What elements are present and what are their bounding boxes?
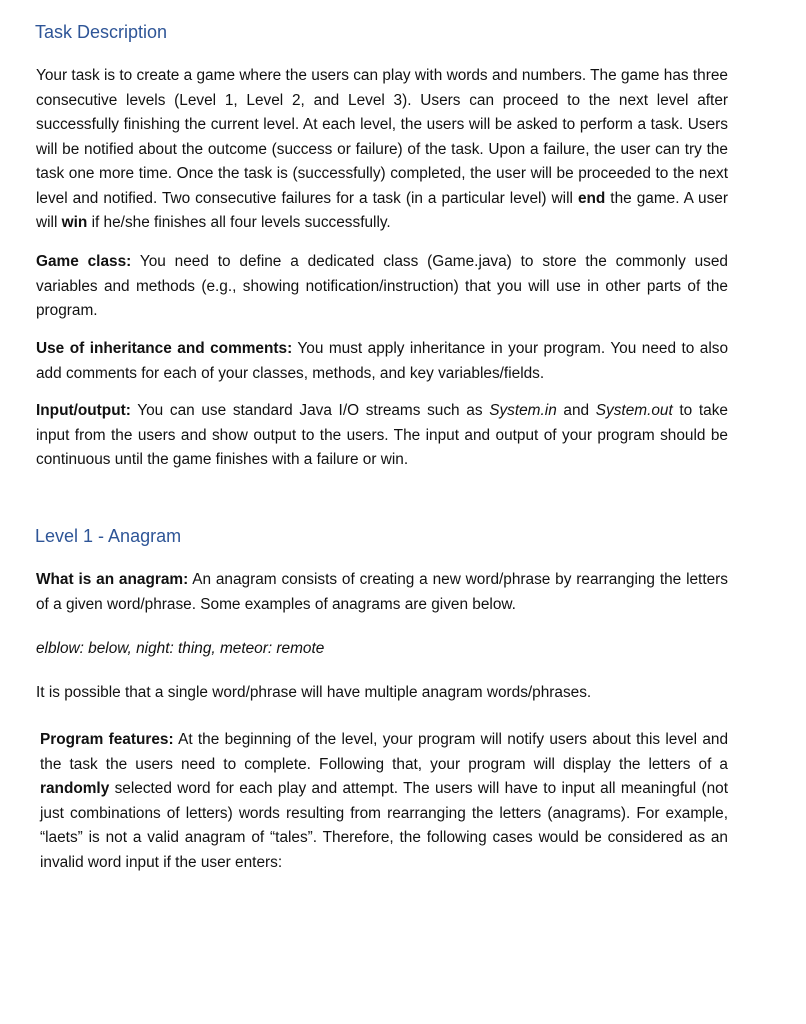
io-paragraph [36,399,728,473]
level1-heading: Level 1 - Anagram [35,526,182,546]
game-class-label: Game class: [36,253,132,270]
program-features-paragraph [40,728,728,875]
game-class-paragraph [36,250,728,324]
task-intro-paragraph [36,64,728,236]
anagram-definition-paragraph [36,568,728,617]
program-features-text-1: At the beginning of the level, your program will notify users about this level and the task the users need to complete. Following that, your program will display the letters of a [40,731,728,773]
task-intro-tail: if he/she finishes all four levels successfully. [87,214,391,231]
anagram-examples [36,637,728,662]
anagram-definition-text: An anagram consists of creating a new word/phrase by rearranging the letters of a given word/phrase. Some examples of anagrams are given below. [36,571,728,613]
anagram-examples-text: elblow: below, night: thing, meteor: remote [36,640,325,657]
randomly-word: randomly [40,780,110,797]
program-features-label: Program features: [40,731,174,748]
io-and: and [556,402,596,419]
io-sysout: System.out [595,402,673,419]
inheritance-paragraph [36,337,728,386]
task-end-word: end [577,189,606,207]
game-class-text: You need to define a dedicated class (Game.java) to store the commonly used variables and methods (e.g., showing notification/instruction) that you will use in other parts of the program. [36,253,728,319]
task-win-word: win [61,214,88,231]
multiple-anagrams-text: It is possible that a single word/phrase will have multiple anagram words/phrases. [36,684,592,701]
io-sysin: System.in [489,402,557,419]
multiple-anagrams-paragraph [36,681,728,706]
io-text-2: to take input from the users and show output to the users. The input and output of your program should be continuous until the game finishes with a failure or win. [36,402,728,468]
io-text-1: You can use standard Java I/O streams such as [130,402,490,419]
task-intro-text: Your task is to create a game where the users can play with words and numbers. The game has three consecutive levels (Level 1, Level 2, and Level 3). Users can proceed to the next level after successfully finishing the current level. At each level, the users will be asked to perform a task. Users will be notified about the outcome (success or failure) of the task. Upon a failure, the user can try the task one more time. Once the task is (successfully) completed, the user will be proceeded to the next level and notified. Two consecutive failures for a task (in a particular level) will [36,67,728,207]
program-features-text-2: selected word for each play and attempt. The users will have to input all meaningful (not just combinations of letters) words resulting from rearranging the letters (anagrams). For example, “laets” is not a valid anagram of “tales”. Therefore, the following cases would be considered as an invalid word input if the user enters: [40,780,728,871]
task-description-heading: Task Description [35,22,168,42]
anagram-definition-label: What is an anagram: [36,571,189,588]
inheritance-label: Use of inheritance and comments: [36,340,293,357]
task-intro-mid: the game. A user will [36,189,728,231]
io-label: Input/output: [36,402,131,419]
inheritance-text: You must apply inheritance in your program. You need to also add comments for each of your classes, methods, and key variables/fields. [36,340,729,382]
